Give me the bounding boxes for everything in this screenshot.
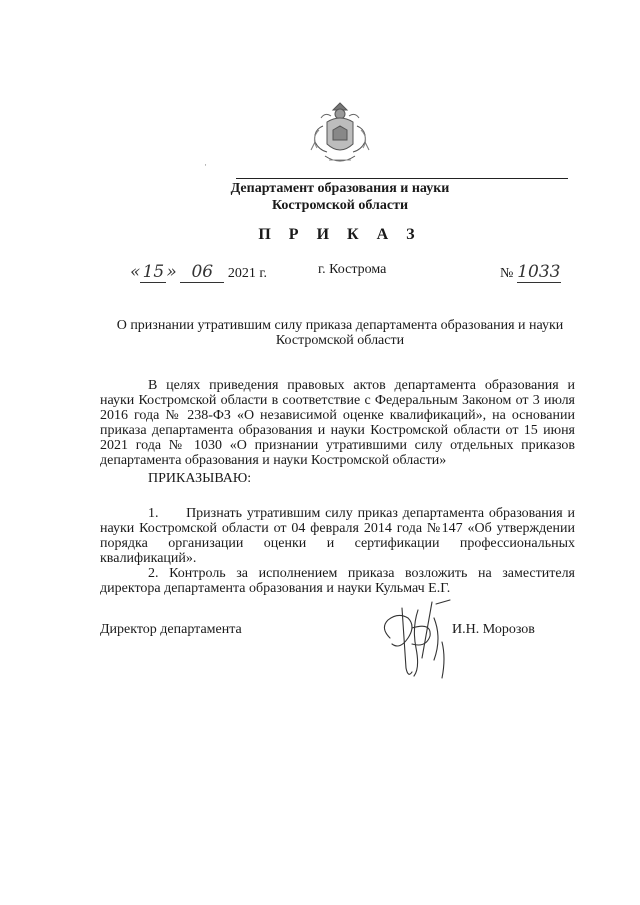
document-title: О признании утратившим силу приказа департамента образования и науки Костромской области [116,318,564,348]
order-item-2-text: Контроль за исполнением приказа возложить на заместителя директора департамента образования и науки Кульмач Е.Г. [100,566,575,596]
scan-mark: · [204,160,207,170]
date-open-quote: « [130,262,141,282]
signatory-position: Директор департамента [100,622,242,637]
document-type: П Р И К А З [258,226,422,243]
department-line-2: Костромской области [271,198,409,213]
date-year: 2021 г. [227,266,267,281]
department-header [180,180,500,214]
order-item-1-text: Признать утратившим силу приказ департамента образования и науки Костромской области от 04 февраля 2014 года №147 «Об утверждении порядка организации оценки и сертификации профессиональных квалификаций». [100,506,575,566]
order-item-1-number: 1. [148,506,159,521]
coat-of-arms-emblem [305,100,375,172]
handwritten-signature [372,598,482,680]
number-label: № [500,266,514,281]
signatory-name: И.Н. Морозов [452,622,535,637]
date-day: 15 [140,262,166,283]
order-word: ПРИКАЗЫВАЮ: [148,471,252,486]
preamble-paragraph: В целях приведения правовых актов департамента образования и науки Костромской области в соответствие с Федеральным Законом от 3 июля 2016 года № 238-ФЗ «О независимой оценке квалификаций», на основании приказа департамента образования и науки Костромской области от 15 июня 2021 года № 1030 «О признании утратившими силу отдельных приказов департамента образования и науки Костромской области» [100,378,575,468]
order-item-2 [100,566,575,596]
order-item-2-number: 2. [148,566,159,581]
date-field [130,262,267,286]
date-month: 06 [180,262,224,283]
document-number [500,262,561,286]
department-line-1: Департамент образования и науки [230,181,450,196]
date-close-quote: » [166,262,177,282]
order-item-1 [100,506,575,566]
header-divider [236,178,568,179]
city: г. Кострома [318,262,387,277]
number-value: 1033 [517,262,561,282]
